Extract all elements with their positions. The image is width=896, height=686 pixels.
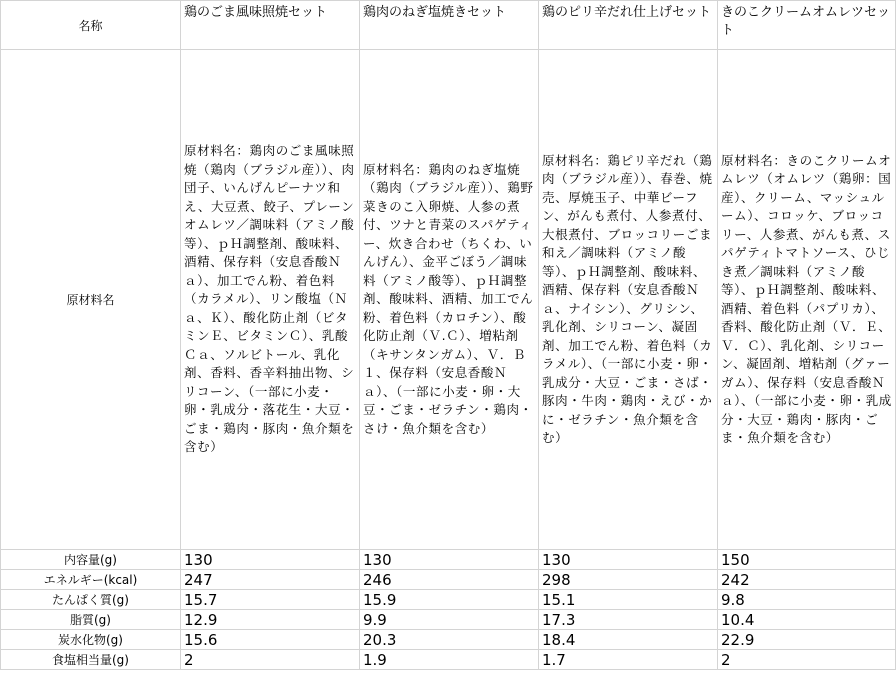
nutrition-value-cell: 12.9 [181, 610, 360, 630]
nutrition-value-cell: 22.9 [718, 630, 896, 650]
nutrition-value-cell: 130 [181, 550, 360, 570]
ingredients-cell: 原材料名：鶏ピリ辛だれ（鶏肉（ブラジル産））、春巻、焼売、厚焼玉子、中華ビーフン、がんも煮付、人参煮付、大根煮付、ブロッコリーごま和え／調味料（アミノ酸等）、ｐＨ調整剤、酸味料、酒精、保存料（安息香酸Ｎａ、ナイシン）、グリシン、乳化剤、シリコーン、凝固剤、加工でん粉、着色料（カラメル）、（一部に小麦・卵・乳成分・大豆・ごま・さば・豚肉・牛肉・鶏肉・えび・かに・ゼラチン・魚介類を含む） [539, 50, 718, 550]
nutrition-row-salt [1, 650, 896, 670]
nutrition-value-cell: 10.4 [718, 610, 896, 630]
nutrition-value-cell: 150 [718, 550, 896, 570]
nutrition-value-cell: 242 [718, 570, 896, 590]
nutrition-label-cell: 脂質(g) [1, 610, 181, 630]
product-name-cell: 鶏のごま風味照焼セット [181, 1, 360, 50]
nutrition-label-cell: 炭水化物(g) [1, 630, 181, 650]
header-label-cell: 名称 [1, 1, 181, 50]
nutrition-value-cell: 130 [360, 550, 539, 570]
nutrition-label-cell: 食塩相当量(g) [1, 650, 181, 670]
nutrition-value-cell: 247 [181, 570, 360, 590]
nutrition-row-content [1, 550, 896, 570]
nutrition-value-cell: 15.1 [539, 590, 718, 610]
nutrition-row-fat [1, 610, 896, 630]
nutrition-value-cell: 15.7 [181, 590, 360, 610]
nutrition-value-cell: 15.6 [181, 630, 360, 650]
nutrition-label-cell: 内容量(g) [1, 550, 181, 570]
nutrition-label-cell: エネルギー(kcal) [1, 570, 181, 590]
nutrition-value-cell: 2 [718, 650, 896, 670]
ingredients-cell: 原材料名：鶏肉のねぎ塩焼（鶏肉（ブラジル産））、鶏野菜きのこ入卵焼、人参の煮付、ツナと青菜のスパゲティー、炊き合わせ（ちくわ、いんげん）、金平ごぼう／調味料（アミノ酸等）、ｐＨ調整剤、酸味料、酒精、加工でん粉、着色料（カロチン）、酸化防止剤（Ｖ.Ｃ）、増粘剤（キサンタンガム）、Ｖ．Ｂ１、保存料（安息香酸Ｎａ）、（一部に小麦・卵・大豆・ごま・ゼラチン・鶏肉・さけ・魚介類を含む） [360, 50, 539, 550]
nutrition-value-cell: 20.3 [360, 630, 539, 650]
nutrition-value-cell: 15.9 [360, 590, 539, 610]
nutrition-row-energy [1, 570, 896, 590]
nutrition-value-cell: 1.7 [539, 650, 718, 670]
nutrition-row-carbs [1, 630, 896, 650]
nutrition-value-cell: 298 [539, 570, 718, 590]
ingredients-row [1, 50, 896, 550]
nutrition-value-cell: 9.9 [360, 610, 539, 630]
nutrition-value-cell: 130 [539, 550, 718, 570]
nutrition-value-cell: 246 [360, 570, 539, 590]
ingredients-cell: 原材料名：鶏肉のごま風味照焼（鶏肉（ブラジル産））、肉団子、いんげんピーナツ和え、大豆煮、餃子、プレーンオムレツ／調味料（アミノ酸等）、ｐＨ調整剤、酸味料、酒精、保存料（安息香酸Ｎａ）、加工でん粉、着色料（カラメル）、リン酸塩（Ｎａ、Ｋ）、酸化防止剤（ビタミンＥ、ビタミンＣ）、乳酸Ｃａ、ソルビトール、乳化剤、香料、香辛料抽出物、シリコーン、（一部に小麦・卵・乳成分・落花生・大豆・ごま・鶏肉・豚肉・魚介類を含む） [181, 50, 360, 550]
nutrition-row-protein [1, 590, 896, 610]
ingredients-cell: 原材料名：きのこクリームオムレツ（オムレツ（鶏卵：国産）、クリーム、マッシュルーム）、コロッケ、ブロッコリー、人参煮、がんも煮、スパゲティトマトソース、ひじき煮／調味料（アミノ酸等）、ｐＨ調整剤、酸味料、酒精、着色料（パプリカ）、香料、酸化防止剤（Ｖ．Ｅ、Ｖ．Ｃ）、乳化剤、シリコーン、凝固剤、増粘剤（グァーガム）、保存料（安息香酸Ｎａ）、（一部に小麦・卵・乳成分・大豆・鶏肉・豚肉・ごま・魚介類を含む） [718, 50, 896, 550]
header-row [1, 1, 896, 50]
nutrition-label-cell: たんぱく質(g) [1, 590, 181, 610]
nutrition-value-cell: 2 [181, 650, 360, 670]
nutrition-value-cell: 17.3 [539, 610, 718, 630]
nutrition-value-cell: 1.9 [360, 650, 539, 670]
product-name-cell: 鶏肉のねぎ塩焼きセット [360, 1, 539, 50]
ingredients-label-cell: 原材料名 [1, 50, 181, 550]
nutrition-value-cell: 9.8 [718, 590, 896, 610]
nutrition-value-cell: 18.4 [539, 630, 718, 650]
product-name-cell: きのこクリームオムレツセット [718, 1, 896, 50]
product-name-cell: 鶏のピリ辛だれ仕上げセット [539, 1, 718, 50]
